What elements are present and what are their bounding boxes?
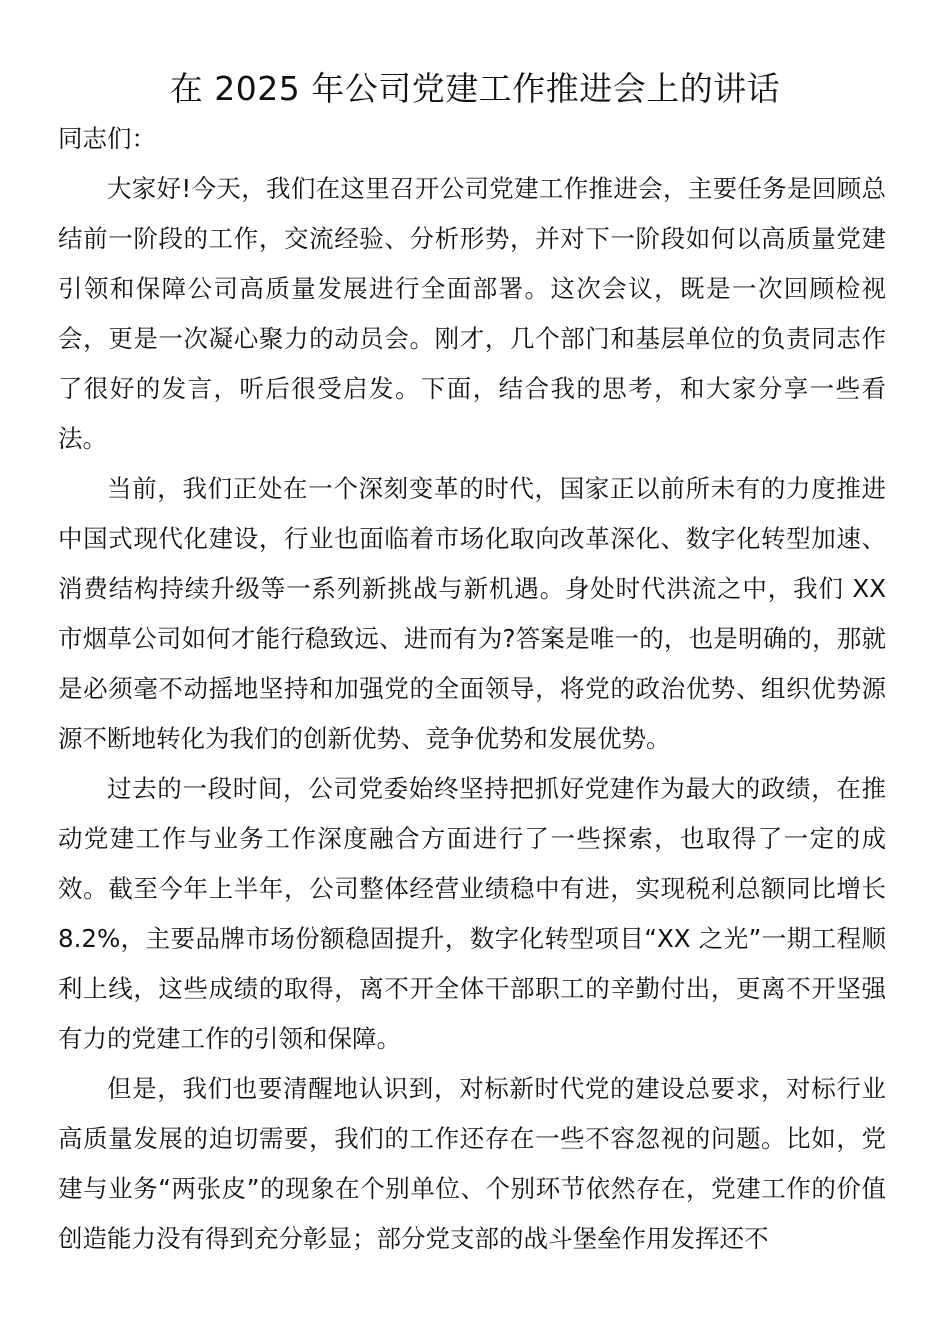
paragraph-2: 当前，我们正处在一个深刻变革的时代，国家正以前所未有的力度推进中国式现代化建设，行业也面临着市场化取向改革深化、数字化转型加速、消费结构持续升级等一系列新挑战与新机遇。身处时代洪流之中，我们 XX 市烟草公司如何才能行稳致远、进而有为?答案是唯一的，也是明确的，那就是必须毫不动摇地坚持和加强党的全面领导，将党的政治优势、组织优势源源不断地转化为我们的创新优势、竞争优势和发展优势。	[58, 474, 886, 753]
document-body	[58, 164, 886, 1264]
paragraph-1: 大家好!今天，我们在这里召开公司党建工作推进会，主要任务是回顾总结前一阶段的工作，交流经验、分析形势，并对下一阶段如何以高质量党建引领和保障公司高质量发展进行全面部署。这次会议，既是一次回顾检视会，更是一次凝心聚力的动员会。刚才，几个部门和基层单位的负责同志作了很好的发言，听后很受启发。下面，结合我的思考，和大家分享一些看法。	[58, 174, 886, 453]
paragraph-4: 但是，我们也要清醒地认识到，对标新时代党的建设总要求，对标行业高质量发展的迫切需要，我们的工作还存在一些不容忽视的问题。比如，党建与业务“两张皮”的现象在个别单位、个别环节依然存在，党建工作的价值创造能力没有得到充分彰显；部分党支部的战斗堡垒作用发挥还不	[58, 1074, 886, 1253]
paragraph-3: 过去的一段时间，公司党委始终坚持把抓好党建作为最大的政绩，在推动党建工作与业务工作深度融合方面进行了一些探索，也取得了一定的成效。截至今年上半年，公司整体经营业绩稳中有进，实现税利总额同比增长 8.2%，主要品牌市场份额稳固提升，数字化转型项目“XX 之光”一期工程顺利上线，这些成绩的取得，离不开全体干部职工的辛勤付出，更离不开坚强有力的党建工作的引领和保障。	[58, 774, 886, 1053]
salutation: 同志们：	[58, 124, 156, 153]
document-title: 在 2025 年公司党建工作推进会上的讲话	[169, 69, 781, 108]
